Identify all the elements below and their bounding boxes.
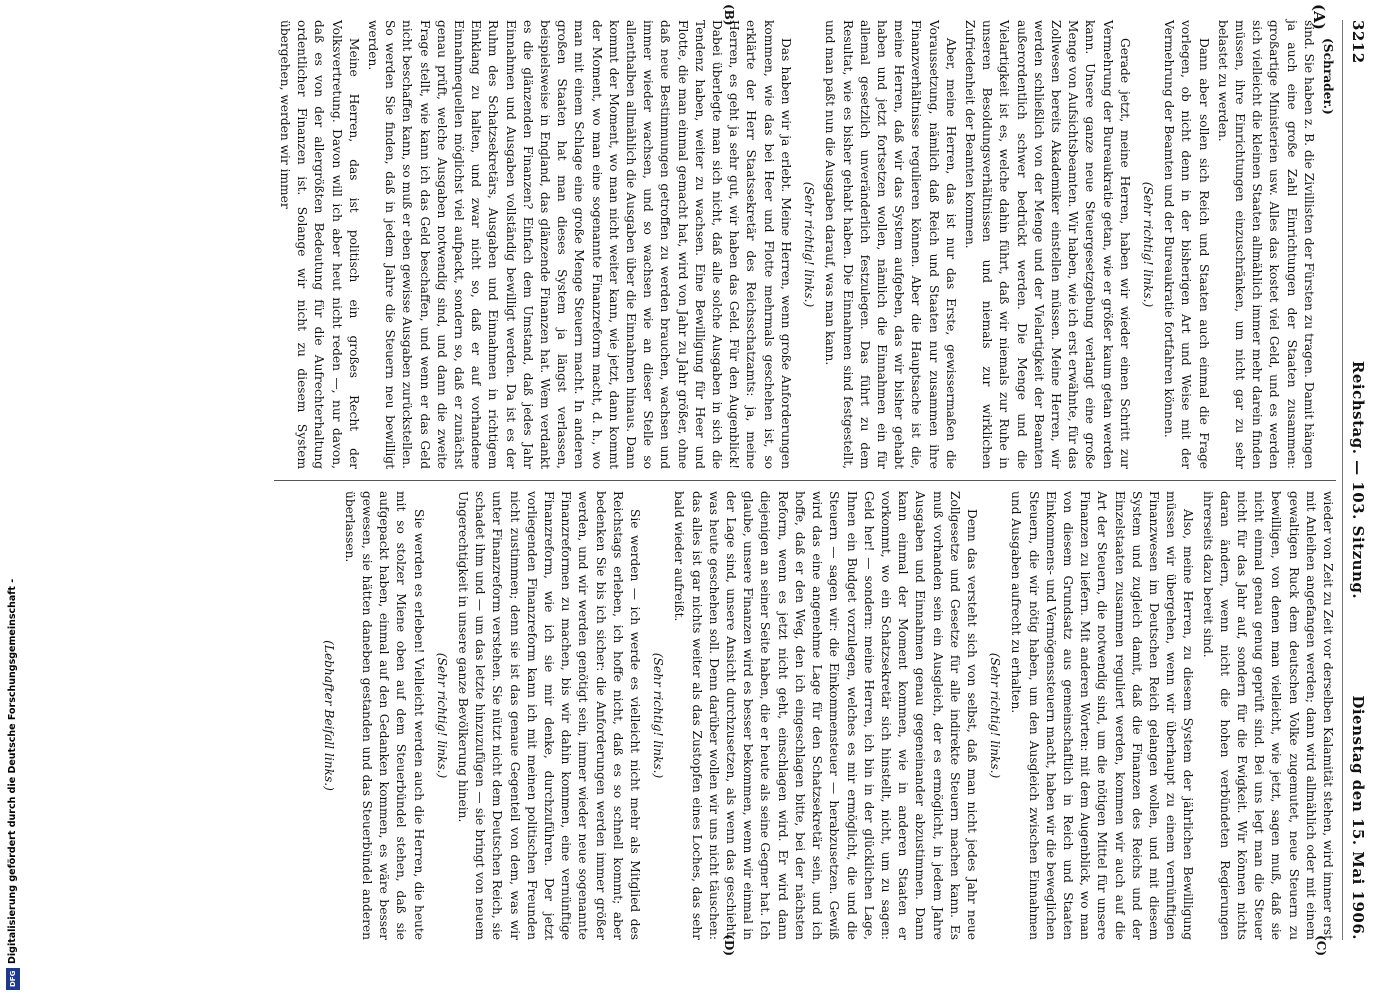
applause-note: (Lebhafter Beifall links.) xyxy=(321,640,336,791)
margin-marker-b: (B) xyxy=(722,4,736,26)
right-column xyxy=(274,491,1336,940)
text-columns xyxy=(274,4,1336,956)
session-date: Dienstag den 15. Mai 1906. xyxy=(1349,695,1367,940)
margin-marker-a: (A) xyxy=(1310,4,1328,30)
page-header xyxy=(1342,20,1369,940)
paragraph: Also, meine Herren, zu diesem System der jährlichen Bewilligung müssen wir übergehen, wenn wir überhaupt zu einem vernünftigen Finanzwesen im Deutschen Reich gelangen wollen, und mit diesem System und zugleich damit, daß die Finanzen des Reichs und der Einzelstaaten zusammen reguliert werden, kommen wir auch auf die Art der Steuern, die notwendig sind, um die nötigen Mittel für unsere Finanzen zu liefern. Mit anderen Worten: mit dem Augenblick, wo man von diesem Grundsatz aus gemeinschaftlich in Reich und Staaten Einkommens- und Vermögenssteuern macht, haben wir die beweglichen Steuern, die wir nötig haben, um den Ausgleich zwischen Einnahmen und Ausgaben aufrecht zu erhalten. xyxy=(1009,491,1196,940)
paragraph: Aber, meine Herren, das ist nur das Erste, gewissermaßen die Voraussetzung, nämlich daß Reich und Staaten nur zusammen ihre Finanzverhältnisse regulieren können. Aber die Hauptsache ist die, meine Herren, daß wir das System aufgeben, das wir bisher gehabt haben und jetzt fortsetzen wollen, nämlich die Einnahmen ein für allemal gesetzlich unveränderlich festzulegen. Das führt zu dem Resultat, wie es bisher gehabt haben. Die Einnahmen sind festgestellt, und man paßt nun die Ausgaben darauf, was man kann. xyxy=(823,20,958,469)
paragraph: Sie werden es erleben! Vielleicht werden auch die Herren, die heute mit so stolzer Miene oben auf dem Steuerbündel stehen, daß sie aufgepackt haben, einmal auf den Gedanken kommen, es wäre besser gewesen, sie hätten daneben gestanden und das Steuerbündel anderen überlassen. xyxy=(342,491,426,940)
paragraph: sind. Sie haben z. B. die Zivillisten der Fürsten zu tragen. Damit hängen ja auch eine große Zahl Einrichtungen der Staaten zusammen: großartige Ministerien usw. Alles das kostet viel Geld, und es werden sich vielleicht die kleinen Staaten allmählich immer mehr darein finden müssen, ihre Einrichtungen einzuschränken, um nicht gar zu sehr belastet zu werden. xyxy=(1215,20,1316,469)
paragraph: Meine Herren, das ist politisch ein großes Recht der Volksvertretung. Davon will ich aber heut nicht reden —, nur davon, daß es von der allergrößten Bedeutung für die Aufrechterhaltung ordentlicher Finanzen ist. Solange wir nicht zu diesem System übergehen, werden wir immer xyxy=(278,20,361,469)
session-title: Reichstag. — 103. Sitzung. xyxy=(1349,360,1367,600)
margin-marker-c: (C) xyxy=(1314,935,1328,956)
paragraph: Das haben wir ja erlebt. Meine Herren, wenn große Anforderungen kommen, wie das bei Heer und Flotte mehrmals geschehen ist, so erklärte der Herr Staatssekretär des Reichsschatzamts: ja, meine Herren, es geht ja sehr gut, wir haben das Geld. Für den Augenblick! Dabei überlegte man sich nicht, daß alle solche Ausgaben in sich die Tendenz haben, weiter zu wachsen. Eine Bewilligung für Heer und Flotte, die man einmal gemacht hat, wird von Jahr zu Jahr größer, ohne daß neue Bestimmungen getroffen zu werden brauchen, wachsen und immer wieder wachsen, und so wachsen wie an dieser Stelle so allenthalben allmählich die Ausgaben über die Einnahmen hinaus. Dann kommt der Moment, wo man nicht weiter kann, wie jetzt, dann kommt der Moment, wo man eine sogenannte Finanzreform macht, d. h., wo man mit einem Schlage eine große Menge Steuern macht. In anderen großen Staaten hat man dieses System ja längst verlassen, beispielsweise in England, das glänzende Finanzen hat. Wem verdankt es die glänzenden Finanzen? Einfach dem Umstand, daß jedes Jahr Einnahmen und Ausgaben vollständig bewilligt werden. Da ist es der Ruhm des Schatzsekretärs, Ausgaben und Einnahmen in richtigem Einklang zu halten, und zwar nicht so, daß er auf vorhandene Einnahmequellen möglichst viel aufpackt, sondern so, daß er zunächst genau prüft, welche Ausgaben notwendig sind, und dann die zweite Frage stellt, wie kann ich das Geld beschaffen, und wenn er das Geld nicht beschaffen kann, so muß er eben gewisse Ausgaben zurückstellen. So werden Sie finden, daß in jedem Jahre die Steuern neu bewilligt werden. xyxy=(366,20,793,469)
paragraph: Gerade jetzt, meine Herren, haben wir wieder einen Schritt zur Vermehrung der Bureaukratie getan, wie er größer kaum getan werden kann. Unsere ganze neue Steuergesetzgebung verlangt eine große Menge von Aufsichtsbeamten. Wir haben, wie ich erst erwähnte, für das Zollwesen bereits Akademiker einstellen müssen. Meine Herren, wir werden schließlich von der Menge und der Vielartigkeit der Beamten außerordentlich schwer bedrückt werden. Die Menge und die Vielartigkeit ist es, welche dahin führt, daß wir niemals zur Ruhe in unseren Besoldungsverhältnissen und niemals zur wirklichen Zufriedenheit der Beamten kommen. xyxy=(962,20,1132,469)
paragraph: Dann aber sollen sich Reich und Staaten auch einmal die Frage vorlegen, ob nicht denn in der bisherigen Art und Weise mit der Vermehrung der Beamten und der Bureaukratie fortfahren können. xyxy=(1162,20,1211,469)
interjection: (Sehr richtig! links.) xyxy=(802,181,817,308)
speaker-label: (Schrader.) xyxy=(1321,38,1335,115)
interjection: (Sehr richtig! links.) xyxy=(651,652,666,779)
dfg-logo: DFG xyxy=(6,968,20,990)
margin-marker-d: (D) xyxy=(722,934,736,956)
interjection: (Sehr richtig! links.) xyxy=(1140,181,1155,308)
digitization-credit xyxy=(4,522,22,992)
column-divider xyxy=(274,480,1336,481)
page-number: 3212 xyxy=(1349,20,1367,64)
interjection: (Sehr richtig! links.) xyxy=(434,652,449,779)
rotated-page xyxy=(83,0,1383,960)
interjection: (Sehr richtig! links.) xyxy=(988,652,1003,779)
left-column xyxy=(274,20,1336,469)
credit-text: Digitalisierung gefördert durch die Deutsche Forschungsgemeinschaft - xyxy=(7,578,18,964)
paragraph: Denn das versteht sich von selbst, daß man nicht jedes Jahr neue Zollgesetze und Gesetze für alle indirekte Steuern machen kann. Es muß vorhanden sein ein Ausgleich, der es ermöglicht, in jedem Jahre Ausgaben und Einnahmen genau gegeneinander abzustimmen. Dann kann einmal der Moment kommen, wie in anderen Staaten er vorkommt, wo ein Schatzsekretär sich hinstellt, nicht, um zu sagen: Geld her! — sondern: meine Herren, ich bin in der glücklichen Lage, Ihnen ein Budget vorzulegen, welches es mir ermöglicht, die und die Steuern — sagen wir: die Einkommensteuer — herabzusetzen. Gewiß wird das eine angenehme Lage für den Schatzsekretär sein, und ich hoffe, daß er den Weg, den ich eingeschlagen bitte, bei der nächsten Reform, wenn es jetzt nicht geht, einschlagen wird. Er wird dann diejenigen an seiner Seite haben, die er heute als seine Gegner hat. Ich glaube, unsere Finanzen wird es besser bekommen, wenn wir einmal in der Lage sind, unsere Ansicht durchzusetzen, als wenn das geschieht, was heute geschehen soll. Denn darüber wollen wir uns nicht täuschen: das alles ist gar nichts weiter als das Zustopfen eines Loches, das sehr bald wieder aufreißt. xyxy=(672,491,979,940)
paragraph: wieder von Zeit zu Zeit vor derselben Kalamität stehen, wird immer erst mit Anleihen angefangen werden; dann wird allmählich oder mit einem gewaltigen Ruck dem deutschen Volke zugemutet, neue Steuern zu bewilligen, von denen man vielleicht, wie jetzt, sagen muß, daß sie nicht einmal genau genug geprüft sind. Bei uns legt man die Steuer nicht für das Jahr auf, sondern für die Ewigkeit. Wir können nichts daran ändern, wenn nicht die hohen verbündeten Regierungen ihrerseits dazu bereit sind. xyxy=(1200,491,1335,940)
paragraph: Sie werden — ich werde es vielleicht nicht mehr als Mitglied des Reichstags erleben, ich hoffe nicht, daß es so schnell kommt; aber bedenken Sie bis ich sicher: die Anforderungen werden immer größer werden, und wir werden genötigt sein, immer wieder neue sogenannte Finanzreformen zu machen, bis wir dahin kommen, eine vernünftige Finanzreform, wie ich sie mir denke, durchzuführen. Der jetzt vorliegenden Finanzreform kann ich mit meinen politischen Freunden nicht zustimmen; denn sie ist das genaue Gegenteil von dem, was wir unter Finanzreform verstehen. Sie nützt nicht dem Deutschen Reich, sie schadet ihm und — um das letzte hinzuzufügen — sie bringt von neuem Ungerechtigkeit in unsere ganze Bevölkerung hinein. xyxy=(456,491,643,940)
